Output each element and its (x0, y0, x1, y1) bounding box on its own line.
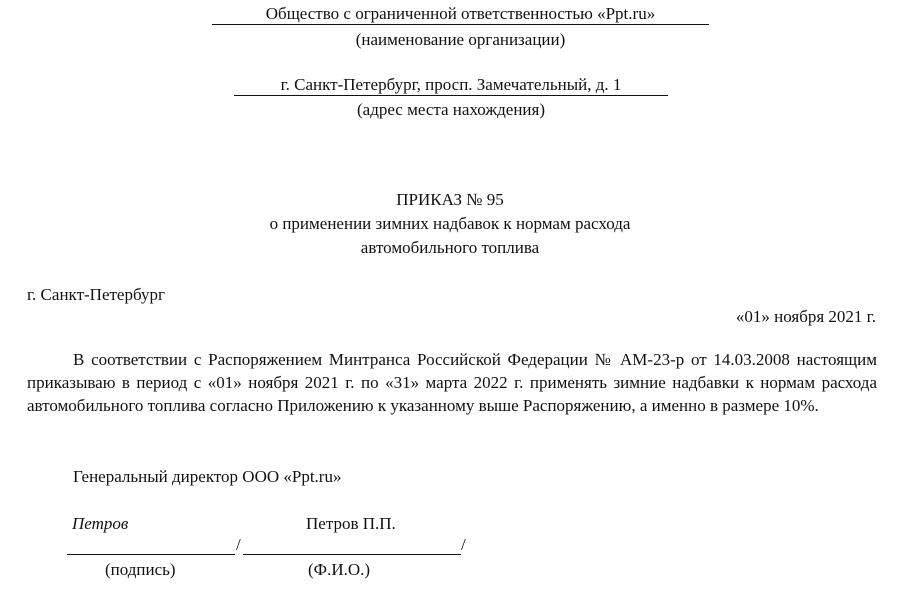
order-place: г. Санкт-Петербург (27, 285, 165, 304)
signature-underline (67, 554, 235, 555)
organization-name-caption: (наименование организации) (355, 30, 566, 49)
signatory-position: Генеральный директор ООО «Ppt.ru» (73, 467, 342, 486)
order-title: ПРИКАЗ № 95 (396, 190, 504, 209)
organization-address-caption: (адрес места нахождения) (356, 100, 545, 119)
order-subject-line2: автомобильного топлива (360, 238, 540, 257)
order-body (27, 348, 877, 417)
organization-name: Общество с ограниченной ответственностью «Ppt.ru» (212, 4, 709, 25)
order-body-text: В соответствии с Распоряжением Минтранса Российской Федерации № АМ-23-р от 14.03.2008 настоящим приказываю в период с «01» ноября 2021 г. по «31» марта 2022 г. применять зимние надбавки к нормам расхода автомобильного топлива согласно Приложению к указанному выше Распоряжению, а именно в размере 10%. (27, 350, 877, 415)
signatory-full-name: Петров П.П. (306, 514, 396, 533)
handwritten-signature: Петров (72, 514, 129, 533)
name-caption: (Ф.И.О.) (308, 560, 371, 579)
order-subject-line1: о применении зимних надбавок к нормам расхода (269, 214, 631, 233)
signature-caption: (подпись) (105, 560, 176, 579)
signature-separator-1: / (236, 535, 241, 554)
order-date: «01» ноября 2021 г. (735, 307, 876, 326)
signature-separator-2: / (461, 535, 466, 554)
organization-address: г. Санкт-Петербург, просп. Замечательный, д. 1 (234, 75, 668, 96)
name-underline (243, 554, 461, 555)
